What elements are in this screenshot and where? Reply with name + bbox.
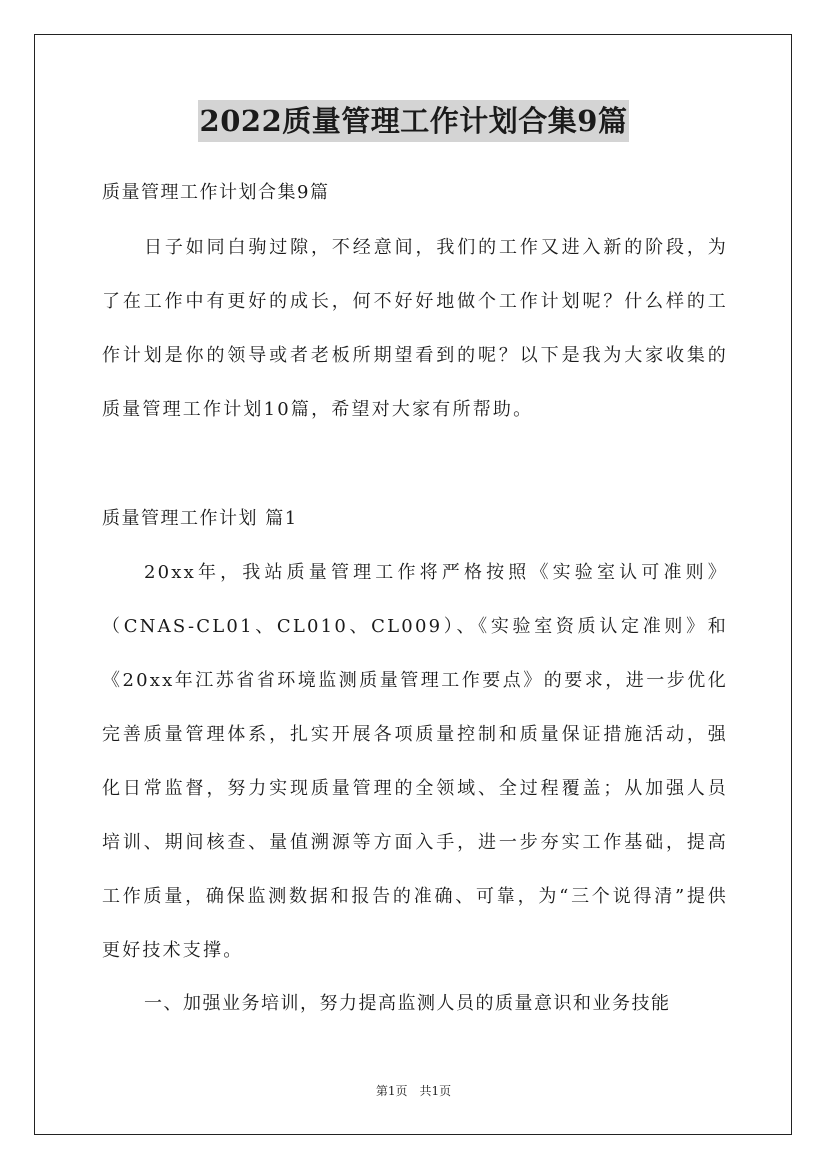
title-container <box>0 100 827 142</box>
document-subtitle: 质量管理工作计划合集9篇 <box>102 182 330 203</box>
intro-paragraph: 日子如同白驹过隙，不经意间，我们的工作又进入新的阶段，为了在工作中有更好的成长，何不好好地做个工作计划呢？什么样的工作计划是你的领导或者老板所期望看到的呢？以下是我为大家收集的质量管理工作计划10篇，希望对大家有所帮助。 <box>102 237 728 420</box>
section-paragraph: 20xx年，我站质量管理工作将严格按照《实验室认可准则》（CNAS-CL01、CL010、CL009）、《实验室资质认定准则》和《20xx年江苏省省环境监测质量管理工作要点》的要求，进一步优化完善质量管理体系，扎实开展各项质量控制和质量保证措施活动，强化日常监督，努力实现质量管理的全领域、全过程覆盖；从加强人员培训、期间核查、量值溯源等方面入手，进一步夯实工作基础，提高工作质量，确保监测数据和报告的准确、可靠，为“三个说得清”提供更好技术支撑。 <box>102 562 728 961</box>
section-heading: 质量管理工作计划 篇1 <box>102 508 298 529</box>
page-footer: 第1页 共1页 <box>375 1084 452 1098</box>
subsection-heading: 一、加强业务培训，努力提高监测人员的质量意识和业务技能 <box>144 993 671 1014</box>
document-title: 2022质量管理工作计划合集9篇 <box>198 100 630 142</box>
